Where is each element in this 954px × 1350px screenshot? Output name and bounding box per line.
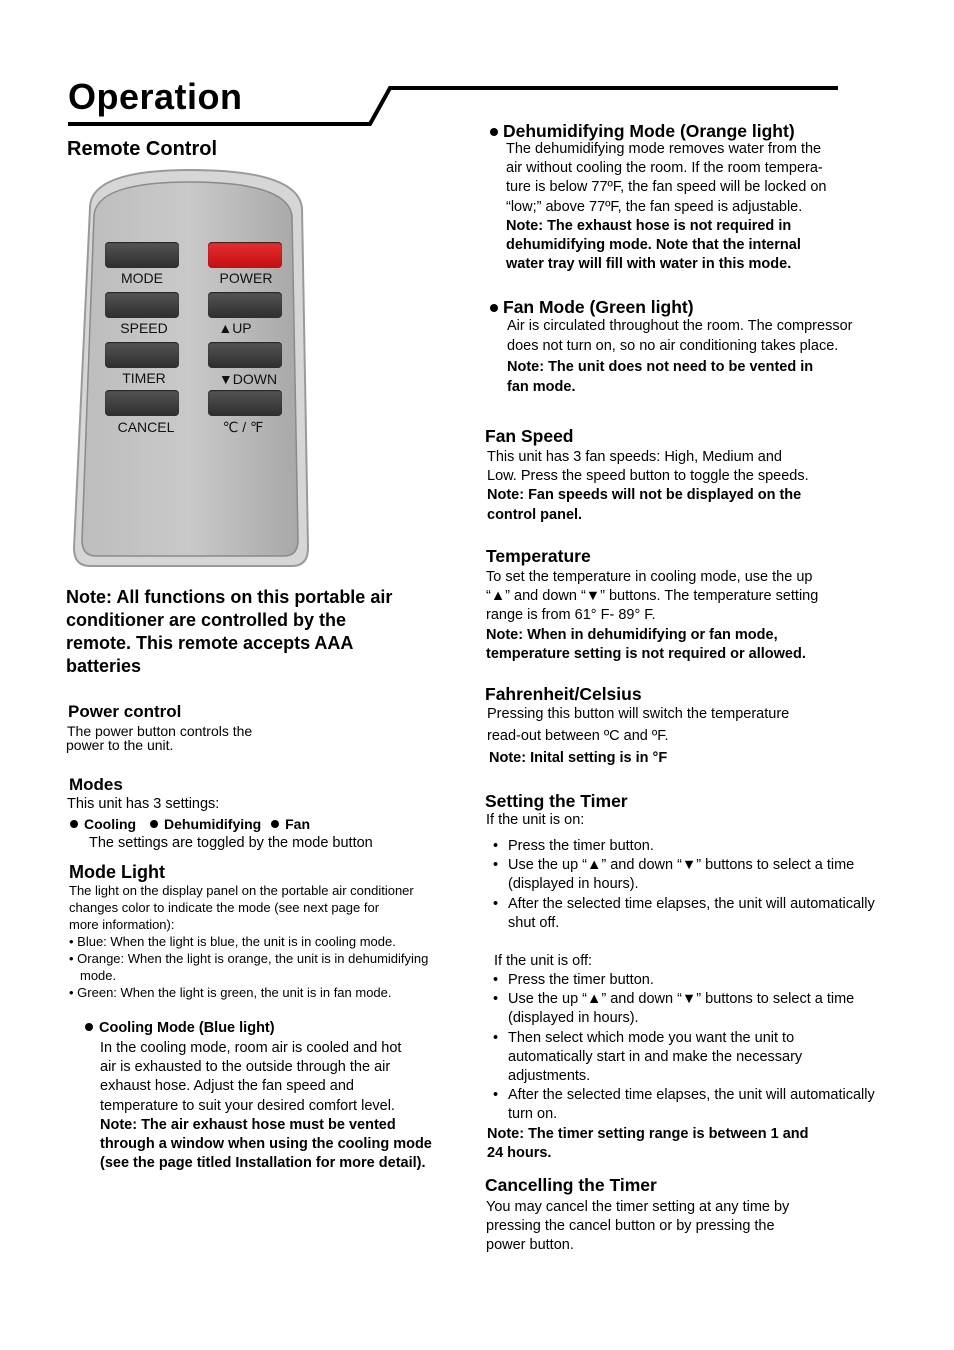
bullet-icon	[150, 820, 158, 828]
setting-timer-heading: Setting the Timer	[485, 791, 628, 811]
fan-speed-heading: Fan Speed	[485, 426, 574, 446]
cooling-mode-line: air is exhausted to the outside through the air	[100, 1059, 391, 1076]
fan-mode-text	[507, 316, 852, 397]
modes-toggle-text: The settings are toggled by the mode button	[89, 835, 373, 851]
cooling-mode-line: exhaust hose. Adjust the fan speed and	[100, 1078, 354, 1095]
power-control-line: power to the unit.	[66, 737, 174, 753]
temperature-note: temperature setting is not required or allowed.	[486, 645, 806, 662]
temperature-note: Note: When in dehumidifying or fan mode,	[486, 626, 778, 643]
bullet-icon	[85, 1023, 93, 1031]
fan-speed-line: This unit has 3 fan speeds: High, Medium and	[487, 449, 782, 465]
modes-intro: This unit has 3 settings:	[67, 796, 220, 812]
main-note-line: Note: All functions on this portable air	[66, 587, 393, 607]
cancel-timer-heading: Cancelling the Timer	[485, 1175, 657, 1195]
fan-speed-text	[487, 448, 809, 525]
cooling-mode-text	[100, 1039, 432, 1173]
cancel-timer-line: power button.	[486, 1237, 574, 1254]
cancel-timer-text	[486, 1198, 789, 1256]
timer-off-intro: If the unit is off:	[494, 953, 593, 969]
mode-light-line: The light on the display panel on the portable air conditioner	[69, 883, 414, 898]
temp-unit-button-label: ℃ / ℉	[222, 419, 264, 435]
dehumidifying-line: air without cooling the room. If the room tempera-	[506, 160, 823, 177]
mode-fan: Fan	[285, 816, 311, 832]
bullet-icon	[490, 128, 498, 136]
cancel-button-label: CANCEL	[117, 419, 175, 435]
power-button[interactable]	[208, 242, 282, 268]
cooling-mode-line: In the cooling mode, room air is cooled and hot	[100, 1040, 402, 1056]
fahrenheit-line: read-out between ºC and ºF.	[487, 728, 669, 744]
fan-speed-note: control panel.	[487, 506, 583, 523]
fahrenheit-line: Pressing this button will switch the temperature	[487, 706, 790, 722]
timer-off-step: • Then select which mode you want the unit to automatically start in and make the necessary adjustments.	[486, 1029, 838, 1087]
mode-light-text	[69, 882, 428, 1001]
timer-off-list	[486, 971, 886, 1125]
dehumidifying-note: water tray will fill with water in this mode.	[506, 256, 792, 273]
mode-dehumidifying: Dehumidifying	[164, 816, 262, 832]
timer-on-list	[486, 837, 886, 933]
timer-on-intro: If the unit is on:	[486, 812, 585, 828]
temperature-line: range is from 61° F- 89° F.	[486, 607, 656, 624]
timer-off-step: • After the selected time elapses, the unit will automatically turn on.	[486, 1086, 886, 1124]
mode-light-bullet: • Orange: When the light is orange, the unit is in dehumidifying	[69, 951, 429, 966]
up-button[interactable]	[208, 292, 282, 318]
temp-unit-button[interactable]	[208, 390, 282, 416]
mode-light-line: changes color to indicate the mode (see next page for	[69, 900, 380, 915]
dehumidifying-note: Note: The exhaust hose is not required in	[506, 217, 792, 234]
cooling-mode-heading-text: Cooling Mode (Blue light)	[99, 1020, 275, 1036]
power-control-text	[67, 724, 252, 752]
mode-light-heading: Mode Light	[69, 862, 165, 882]
main-note-line: conditioner are controlled by the	[66, 610, 347, 630]
power-button-label: POWER	[219, 270, 273, 286]
up-button-label: ▲UP	[218, 320, 252, 336]
dehumidifying-line: “low;” above 77ºF, the fan speed is adjustable.	[506, 198, 803, 215]
timer-off-step: • Use the up “▲” and down “▼” buttons to select a time (displayed in hours).	[486, 990, 886, 1028]
timer-on-step: • After the selected time elapses, the unit will automatically shut off.	[486, 895, 886, 933]
timer-note	[487, 1125, 808, 1163]
bullet-icon	[490, 304, 498, 312]
fan-mode-note: Note: The unit does not need to be vented in	[507, 359, 814, 375]
header-rule	[0, 0, 954, 140]
dehumidifying-line: ture is below 77ºF, the fan speed will be locked on	[506, 179, 827, 196]
modes-heading: Modes	[69, 775, 123, 794]
mode-cooling: Cooling	[84, 816, 137, 832]
remote-control-illustration	[70, 168, 310, 570]
fan-mode-line: does not turn on, so no air conditioning takes place.	[507, 338, 839, 354]
bullet-icon	[70, 820, 78, 828]
main-note	[66, 586, 392, 678]
dehumidifying-note: dehumidifying mode. Note that the internal	[506, 237, 801, 254]
timer-on-step: • Use the up “▲” and down “▼” buttons to select a time (displayed in hours).	[486, 856, 886, 894]
bullet-icon	[271, 820, 279, 828]
cooling-mode-note: Note: The air exhaust hose must be vented	[100, 1116, 396, 1133]
fahrenheit-celsius-text	[487, 703, 789, 769]
cooling-mode-note: through a window when using the cooling mode	[100, 1136, 432, 1153]
mode-button[interactable]	[105, 242, 179, 268]
main-note-line: batteries	[66, 656, 142, 676]
mode-light-bullet: • Blue: When the light is blue, the unit is in cooling mode.	[69, 934, 396, 949]
dehumidifying-line: The dehumidifying mode removes water from the	[506, 141, 822, 157]
fan-speed-line: Low. Press the speed button to toggle the speeds.	[487, 468, 809, 485]
mode-button-label: MODE	[121, 270, 163, 286]
fan-mode-note: fan mode.	[507, 379, 576, 395]
fan-mode-heading	[490, 297, 694, 318]
down-button-label: ▼DOWN	[218, 371, 278, 387]
fan-mode-heading-text: Fan Mode (Green light)	[503, 297, 694, 317]
page-title: Operation	[68, 76, 243, 117]
mode-light-bullet: • Green: When the light is green, the unit is in fan mode.	[69, 985, 392, 1000]
modes-list	[70, 816, 310, 832]
remote-control-heading: Remote Control	[67, 138, 217, 160]
speed-button-label: SPEED	[120, 320, 168, 336]
timer-note-line: 24 hours.	[487, 1145, 552, 1162]
main-note-line: remote. This remote accepts AAA	[66, 633, 354, 653]
dehumidifying-heading	[490, 121, 795, 142]
cancel-button[interactable]	[105, 390, 179, 416]
timer-button-label: TIMER	[122, 370, 166, 386]
temperature-text	[486, 568, 818, 664]
temperature-line: To set the temperature in cooling mode, use the up	[486, 569, 813, 585]
cancel-timer-line: pressing the cancel button or by pressing the	[486, 1218, 775, 1235]
fahrenheit-celsius-heading: Fahrenheit/Celsius	[485, 684, 642, 704]
dehumidifying-text	[506, 140, 826, 274]
cooling-mode-line: temperature to suit your desired comfort level.	[100, 1097, 395, 1114]
fan-speed-note: Note: Fan speeds will not be displayed on the	[487, 487, 802, 504]
dehumidifying-heading-text: Dehumidifying Mode (Orange light)	[503, 121, 795, 141]
cancel-timer-line: You may cancel the timer setting at any time by	[486, 1199, 790, 1215]
fahrenheit-note: Note: Inital setting is in °F	[489, 750, 668, 766]
mode-light-bullet: mode.	[80, 968, 117, 983]
down-button[interactable]	[208, 342, 282, 368]
fan-mode-line: Air is circulated throughout the room. The compressor	[507, 318, 853, 334]
power-control-line: The power button controls the	[67, 723, 253, 739]
timer-off-step: • Press the timer button.	[486, 971, 886, 990]
power-control-heading: Power control	[68, 702, 182, 721]
cooling-mode-heading	[85, 1020, 275, 1036]
timer-note-line: Note: The timer setting range is between 1 and	[487, 1126, 809, 1142]
speed-button[interactable]	[105, 292, 179, 318]
cooling-mode-note: (see the page titled Installation for more detail).	[100, 1155, 426, 1172]
timer-on-step: • Press the timer button.	[486, 837, 886, 856]
mode-light-line: more information):	[69, 917, 175, 932]
temperature-heading: Temperature	[486, 546, 591, 566]
temperature-line: “▲” and down “▼” buttons. The temperature setting	[486, 588, 819, 605]
timer-button[interactable]	[105, 342, 179, 368]
